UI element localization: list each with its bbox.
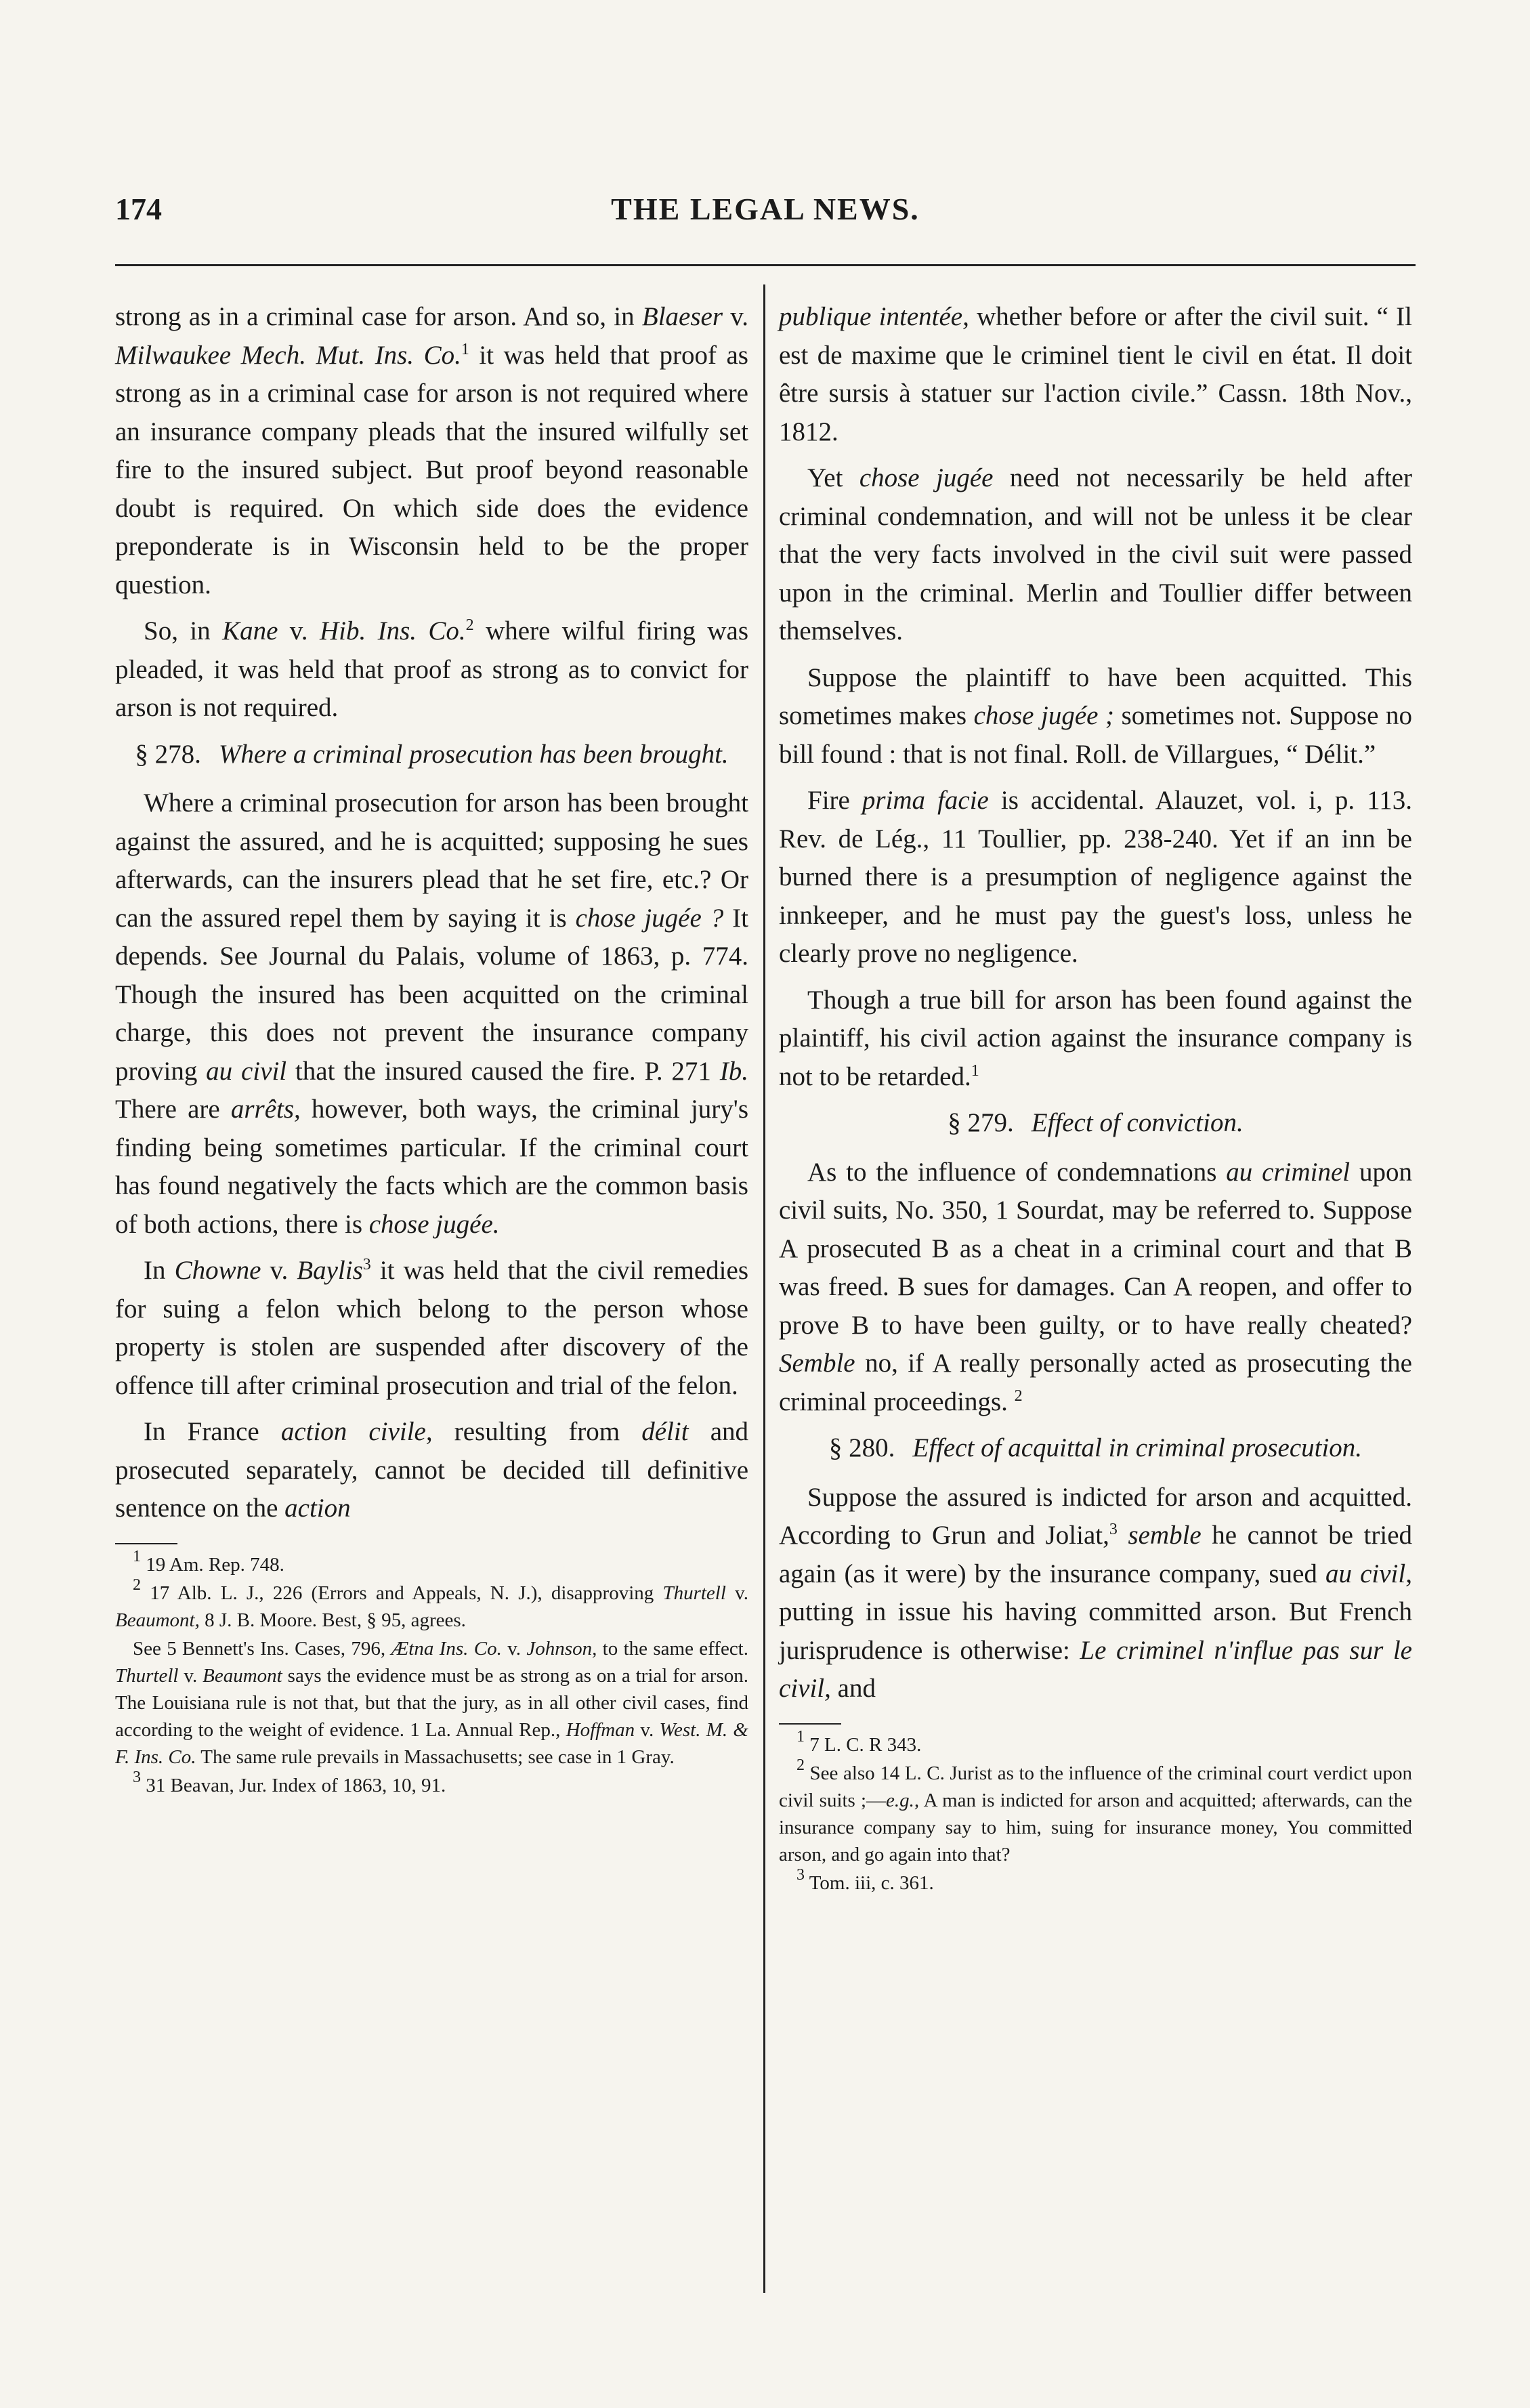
paragraph: Though a true bill for arson has been found against the plaintiff, his civil action against the insurance company is not to be retarded.$^1$: [779, 985, 1412, 1091]
footnote-ref: 2: [465, 616, 474, 634]
footnote-ref: 1: [461, 340, 469, 358]
paragraph: Suppose the assured is indicted for arson and acquitted. According to Grun and Joliat,$^3$ semble he cannot be tried again (as it were) by the insurance company, sued au civil, putting in issue his having committed arson. But French jurisprudence is otherwise: Le criminel n'influe pas sur le civil, and: [779, 1482, 1413, 1703]
header-rule: [115, 264, 1416, 266]
left-footnotes: [115, 1547, 748, 1799]
paragraph: publique intentée, whether before or after the civil suit. “ Il est de maxime que le criminel tient le civil en état. Il doit être sursis à statuer sur l'action civile.” Cassn. 18th Nov., 1812.: [779, 302, 1413, 446]
paragraph: Fire prima facie is accidental. Alauzet, vol. i, p. 113. Rev. de Lég., 11 Toullier, pp. 238-240. Yet if an inn be burned there is a presumption of negligence against the innkeeper, and he must pay the guest's loss, unless he clearly prove no negligence.: [779, 786, 1412, 968]
paragraph: So, in Kane v. Hib. Ins. Co.$^2$ where wilful firing was pleaded, it was held that proof as strong as to convict for arson is not required.: [115, 616, 748, 722]
footnote-2-continued: See 5 Bennett's Ins. Cases, 796, Ætna Ins. Co. v. Johnson, to the same effect. Thurtell v. Beaumont says the evidence must be as strong as on a trial for arson. The Louisiana rule is not that, but that the jury, as in all other civil cases, find according to the weight of evidence. 1 La. Annual Rep., Hoffman v. West. M. & F. Ins. Co. The same rule prevails in Massachusetts; see case in 1 Gray.: [115, 1637, 748, 1768]
footnote-1: $^1$ 19 Am. Rep. 748.: [133, 1547, 284, 1576]
paragraph: strong as in a criminal case for arson. And so, in Blaeser v. Milwaukee Mech. Mut. Ins. Co.$^1$ it was held that proof as strong as in a criminal case for arson is not required where an insurance company pleads that the insured wilfully set fire to the insured subject. But proof beyond reasonable doubt is required. On which side does the evidence preponderate is in Wisconsin held to be the proper question.: [115, 302, 748, 599]
footnote-rule: [115, 1543, 177, 1544]
footnote-ref: 3: [362, 1256, 371, 1273]
page-header: [115, 191, 1416, 238]
page-number: 174: [115, 192, 162, 226]
footnote-3: $^3$ Tom. iii, c. 361.: [796, 1865, 934, 1894]
footnote-3: $^3$ 31 Beavan, Jur. Index of 1863, 10, 91.: [133, 1768, 446, 1796]
paragraph: In Chowne v. Baylis$^3$ it was held that the civil remedies for suing a felon which belong to the person whose property is stolen are suspended after discovery of the offence till after criminal prosecution and trial of the felon.: [115, 1256, 748, 1400]
footnote-2: $^2$ 17 Alb. L. J., 226 (Errors and Appeals, N. J.), disapproving Thurtell v. Beaumont, 8 J. B. Moore. Best, § 95, agrees.: [115, 1576, 748, 1631]
footnote-1: $^1$ 7 L. C. R 343.: [796, 1727, 922, 1756]
footnote-ref: 3: [1109, 1521, 1118, 1538]
footnote-2: $^2$ See also 14 L. C. Jurist as to the influence of the criminal court verdict upon civil suits ;—e.g., A man is indicted for arson and acquitted; afterwards, can the insurance company say to him, suing for insurance money, You committed arson, and go again into that?: [779, 1756, 1412, 1865]
section-heading-278: § 278. Where a criminal prosecution has been brought.: [135, 739, 729, 769]
paragraph: As to the influence of condemnations au criminel upon civil suits, No. 350, 1 Sourdat, may be referred to. Suppose A prosecuted B as a cheat in a criminal court and that B was freed. B sues for damages. Can A reopen, and offer to prove B to have been guilty, or to have really cheated? Semble no, if A really personally acted as prosecuting the criminal proceedings. $^2$: [779, 1157, 1413, 1416]
right-footnotes: [779, 1727, 1412, 1897]
footnote-rule: [779, 1723, 841, 1725]
column-divider: [763, 284, 765, 2293]
footnote-ref: 2: [1014, 1387, 1023, 1405]
section-heading-280: § 280. Effect of acquittal in criminal prosecution.: [828, 1433, 1363, 1462]
running-title: THE LEGAL NEWS.: [611, 192, 920, 226]
footnote-ref: 1: [971, 1061, 979, 1080]
paragraph: Suppose the plaintiff to have been acquitted. This sometimes makes chose jugée ; sometimes not. Suppose no bill found : that is not final. Roll. de Villargues, “ Délit.”: [779, 662, 1412, 769]
right-column: [779, 298, 1412, 1898]
left-column: [115, 298, 748, 1800]
paragraph: In France action civile, resulting from délit and prosecuted separately, cannot be decided till definitive sentence on the action: [115, 1417, 748, 1523]
paragraph: Where a criminal prosecution for arson has been brought against the assured, and he is acquitted; supposing he sues afterwards, can the insurers plead that he set fire, etc.? Or can the assured repel them by saying it is chose jugée ? It depends. See Journal du Palais, volume of 1863, p. 774. Though the insured has been acquitted on the criminal charge, this does not prevent the insurance company proving au civil that the insured caused the fire. P. 271 Ib. There are arrêts, however, both ways, the criminal jury's finding being sometimes particular. If the criminal court has found negatively the facts which are the common basis of both actions, there is chose jugée.: [115, 788, 748, 1239]
paragraph: Yet chose jugée need not necessarily be held after criminal condemnation, and will not be unless it be clear that the very facts involved in the civil suit were passed upon in the criminal. Merlin and Toullier differ between themselves.: [779, 463, 1412, 646]
section-heading-279: § 279. Effect of conviction.: [948, 1108, 1244, 1137]
